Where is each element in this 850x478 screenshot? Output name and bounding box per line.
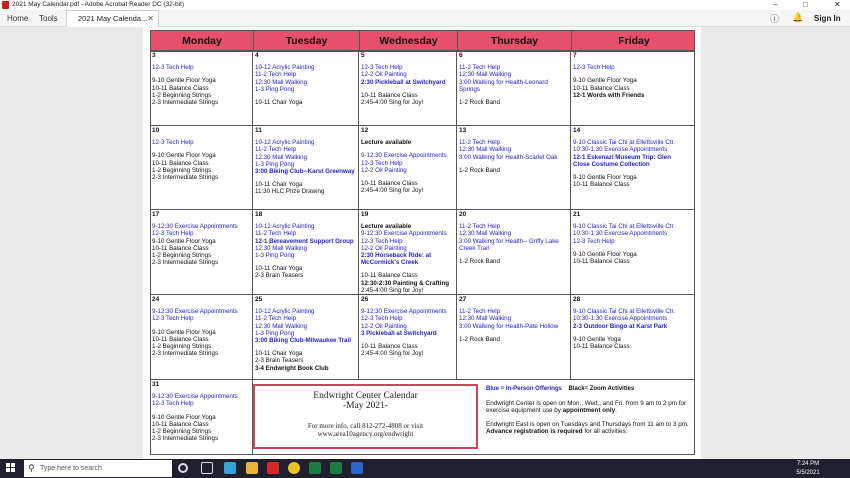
day-header: Monday <box>151 31 254 52</box>
activity-line: 9-12:30 Exercise Appointments <box>152 223 238 231</box>
activity-line: 9-10 Gentle Floor Yoga <box>152 77 216 85</box>
calendar-day-cell <box>150 210 253 295</box>
activity-line: Springs <box>459 85 480 93</box>
activity-line: 2:45-4:00 Sing for Joy! <box>361 187 424 195</box>
activity-line: 10-11 Balance Class <box>361 343 418 351</box>
tools-menu[interactable]: Tools <box>39 14 58 23</box>
day-number: 6 <box>459 52 463 59</box>
activity-line: 3:00 Biking Club--Karst Greenway <box>255 168 355 176</box>
activity-line: 11-2 Tech Help <box>255 315 297 323</box>
acrobat-app-icon <box>2 1 9 9</box>
activity-line: 3:00 Walking for Health-- Griffy Lake <box>459 237 559 245</box>
activity-line: 11-2 Tech Help <box>459 64 501 72</box>
calendar-day-cell <box>253 126 359 210</box>
activity-line: 9-12:30 Exercise Appointments <box>152 308 238 316</box>
activity-line: 12-2 Oil Painting <box>361 71 407 79</box>
calendar-day-cell <box>150 380 253 455</box>
activity-line: 12-3 Tech Help <box>152 400 194 408</box>
activity-line: 12-1 Words with Friends <box>573 91 645 99</box>
activity-line: 9-10 Gentle Floor Yoga <box>152 328 216 336</box>
activity-line: 1-2 Beginning Strings <box>152 428 212 436</box>
activity-line: 9-12:30 Exercise Appointments <box>361 230 447 238</box>
activity-line: 10-11 Chair Yoga <box>255 265 303 273</box>
activity-line: 1-2 Rock Band <box>459 99 500 107</box>
activity-line: 1-3 Ping Pong <box>255 252 295 260</box>
activity-line: 3:00 Walking for Health-Pate Hollow <box>459 322 559 330</box>
calendar-notes <box>486 386 691 442</box>
activity-line: 2:30 Horseback Ride: at <box>361 252 432 260</box>
activity-line: 10-11 Chair Yoga <box>255 350 303 358</box>
activity-line: 12:30 Mall Walking <box>459 146 512 154</box>
activity-line: 2-3 Brain Teasers <box>255 272 304 280</box>
activity-line: 1-2 Beginning Strings <box>152 166 212 174</box>
activity-line: 12-3 Tech Help <box>573 237 615 245</box>
calendar-day-header <box>150 30 695 51</box>
activity-line: 1-2 Beginning Strings <box>152 91 212 99</box>
legend <box>486 386 691 394</box>
day-number: 27 <box>459 296 467 303</box>
activity-line: 10-11 Chair Yoga <box>255 99 303 107</box>
activity-line: 10-11 Balance Class <box>573 343 630 351</box>
activity-line: 2:45-4:00 Sing for Joy! <box>361 286 424 294</box>
activity-line: 9-10 Gentle Floor Yoga <box>152 413 216 421</box>
activity-line: 12-3 Tech Help <box>152 139 194 147</box>
activity-line: 11-2 Tech Help <box>255 146 297 154</box>
activity-line: 9-10 Gentle Floor Yoga <box>573 174 637 182</box>
activity-line: 10-11 Balance Class <box>361 272 418 280</box>
outlook-icon[interactable] <box>351 462 363 474</box>
day-number: 14 <box>573 127 581 134</box>
activity-line: McCormick's Creek <box>361 259 419 267</box>
activity-line: 2-3 Intermediate Strings <box>152 174 219 182</box>
activity-line: 10-11 Balance Class <box>152 244 209 252</box>
activity-line: 12-2 Oil Painting <box>361 322 407 330</box>
minimize-icon[interactable]: – <box>773 0 778 9</box>
activity-line: 9-10 Gentle Floor Yoga <box>573 250 637 258</box>
home-menu[interactable]: Home <box>7 14 29 23</box>
activity-line: 10-12 Acrylic Painting <box>255 308 315 316</box>
sign-in-button[interactable]: Sign In <box>814 14 841 23</box>
activity-line: 12:30 Mall Walking <box>255 322 308 330</box>
activity-line: 10-11 Balance Class <box>152 335 209 343</box>
calendar-day-cell <box>457 126 571 210</box>
excel-icon[interactable] <box>309 462 321 474</box>
calendar-day-cell <box>571 51 695 126</box>
activity-line: 10-11 Balance Class <box>573 84 630 92</box>
activity-line: 12-3 Tech Help <box>361 315 403 323</box>
day-number: 7 <box>573 52 577 59</box>
day-number: 4 <box>255 52 259 59</box>
edge-icon[interactable] <box>224 462 236 474</box>
day-number: 10 <box>152 127 160 134</box>
close-tab-icon[interactable]: ✕ <box>147 14 154 23</box>
calendar-day-cell <box>571 295 695 380</box>
day-header: Thursday <box>458 31 572 52</box>
activity-line: 10-11 Balance Class <box>152 84 209 92</box>
help-icon[interactable]: ⓘ <box>770 14 780 24</box>
activity-line: 12:30 Mall Walking <box>459 230 512 238</box>
activity-line: 2:30 Pickleball at Switchyard <box>361 78 446 86</box>
day-header: Tuesday <box>254 31 360 52</box>
activity-line: 12-1 Bereavement Support Group <box>255 237 354 245</box>
day-header: Friday <box>618 35 650 47</box>
activity-line: 11-2 Tech Help <box>459 308 501 316</box>
activity-line: 1-3 Ping Pong <box>255 85 295 93</box>
activity-line: 2-3 Intermediate Strings <box>152 259 219 267</box>
day-number: 25 <box>255 296 263 303</box>
cortana-icon[interactable] <box>178 463 188 473</box>
activity-line: 9-10 Gentle Floor Yoga <box>573 77 637 85</box>
activity-line: Close Costume Collection <box>573 160 650 168</box>
excel-icon-2[interactable] <box>330 462 342 474</box>
activity-line: 12-3 Tech Help <box>152 315 194 323</box>
activity-line: 2-3 Outdoor Bingo at Karst Park <box>573 322 668 330</box>
activity-line: 12:30 Mall Walking <box>459 315 512 323</box>
day-number: 26 <box>361 296 369 303</box>
day-number: 11 <box>255 127 262 134</box>
activity-line: 9-10 Classic Tai Chi at Ellettsville Ctr. <box>573 139 676 147</box>
chrome-icon[interactable] <box>288 462 300 474</box>
calendar-day-cell <box>150 51 253 126</box>
activity-line: 3:00 Walking for Health-Scarlet Oak <box>459 153 558 161</box>
activity-line: 10-12 Acrylic Painting <box>255 139 315 147</box>
day-number: 18 <box>255 211 263 218</box>
day-header: Wednesday <box>360 31 458 52</box>
clock[interactable] <box>788 460 828 478</box>
activity-line: 9-10 Gentle Yoga <box>573 335 621 343</box>
activity-line: 3-4 Endwright Book Club <box>255 364 329 372</box>
acrobat-taskbar-icon[interactable] <box>267 462 279 474</box>
activity-line: 1-3 Ping Pong <box>255 329 295 337</box>
calendar-day-cell <box>359 295 457 380</box>
bell-icon[interactable]: 🔔 <box>792 12 804 22</box>
day-number: 21 <box>573 211 581 218</box>
activity-line: 9-12:30 Exercise Appointments <box>152 393 238 401</box>
activity-line: 12:30-2:30 Painting & Crafting <box>361 279 450 287</box>
calendar-day-cell <box>253 295 359 380</box>
calendar-day-cell <box>571 210 695 295</box>
close-icon[interactable]: ✕ <box>834 0 841 9</box>
calendar-day-cell <box>150 126 253 210</box>
activity-line: 9-10 Gentle Floor Yoga <box>152 152 216 160</box>
activity-line: 2-3 Intermediate Strings <box>152 435 219 443</box>
legend-black: Black= Zoom Activities <box>568 386 635 392</box>
day-number: 17 <box>152 211 160 218</box>
activity-line: 1-2 Beginning Strings <box>152 343 212 351</box>
calendar-day-cell <box>457 210 571 295</box>
activity-line: 10:30-1:30 Exercise Appointments <box>573 315 668 323</box>
window-title-bar <box>0 0 850 10</box>
activity-line: 11-2 Tech Help <box>255 230 297 238</box>
activity-line: 1-2 Rock Band <box>459 166 500 174</box>
activity-line: 9-10 Classic Tai Chi at Ellettsville Ctr. <box>573 223 676 231</box>
activity-line: 2:45-4:00 Sing for Joy! <box>361 99 424 107</box>
activity-line: 12:30 Mall Walking <box>255 244 308 252</box>
day-number: 13 <box>459 127 467 134</box>
calendar-day-cell <box>457 51 571 126</box>
window-title: 2021 May Calendar.pdf - Adobe Acrobat Reader DC (32-bit) <box>12 1 184 8</box>
activity-line: 12-3 Tech Help <box>361 159 403 167</box>
activity-line: Creek Trail <box>459 244 489 252</box>
activity-line: 2:45-4:00 Sing for Joy! <box>361 350 424 358</box>
legend-blue: Blue = In-Person Offerings <box>486 386 562 392</box>
day-number: 3 <box>152 52 156 59</box>
activity-line: 9-12:30 Exercise Appointments <box>361 152 447 160</box>
activity-line: 12:30 Mall Walking <box>459 71 512 79</box>
calendar-day-cell <box>359 126 457 210</box>
activity-line: 2-3 Intermediate Strings <box>152 99 219 107</box>
calendar-day-cell <box>359 210 457 295</box>
file-explorer-icon[interactable] <box>246 462 258 474</box>
activity-line: 10:30-1:30 Exercise Appointments <box>573 230 668 238</box>
activity-line: 11:30 HLC Prize Drawing <box>255 188 325 196</box>
note-endwright-east: Endwright East is open on Tuesdays and Thursdays from 11 am to 3 pm. Advance registration is required for all activities. <box>486 420 689 436</box>
activity-line: 12:30 Mall Walking <box>255 78 308 86</box>
activity-line: 3:00 Walking for Health-Leonard <box>459 78 548 86</box>
day-number: 28 <box>573 296 581 303</box>
activity-line: 10-11 Chair Yoga <box>255 181 303 189</box>
activity-line: 3:00 Biking Club-Milwaukee Trail <box>255 337 351 345</box>
day-number: 24 <box>152 296 160 303</box>
activity-line: 12-3 Tech Help <box>152 64 194 72</box>
info-title: Endwright Center Calendar <box>313 391 418 401</box>
day-number: 19 <box>361 211 369 218</box>
activity-line: 10:30-1:30 Exercise Appointments <box>573 146 668 154</box>
activity-line: 9-12:30 Exercise Appointments <box>361 308 447 316</box>
activity-line: 10-12 Acrylic Painting <box>255 64 315 72</box>
activity-line: 2-3 Brain Teasers <box>255 357 304 365</box>
activity-line: 10-11 Balance Class <box>361 91 418 99</box>
calendar-day-cell <box>253 210 359 295</box>
calendar-day-cell <box>359 51 457 126</box>
activity-line: 12-2 Oil Painting <box>361 244 407 252</box>
activity-line: 9-10 Gentle Floor Yoga <box>152 237 216 245</box>
clock-date: 5/5/2021 <box>796 470 820 476</box>
activity-line: 12-3 Tech Help <box>361 64 403 72</box>
day-number: 31 <box>152 381 160 388</box>
note-endwright-center: Endwright Center is open on Mon., Wed., and Fri. from 9 am to 2 pm for exercise equipment use by appointment only. <box>486 399 687 415</box>
activity-line: 12-2 Oil Painting <box>361 166 407 174</box>
day-number: 12 <box>361 127 369 134</box>
search-placeholder: Type here to search <box>40 465 102 472</box>
activity-line: 1-2 Rock Band <box>459 335 500 343</box>
activity-line: Lecture available <box>361 139 412 147</box>
activity-line: 10-12 Acrylic Painting <box>255 223 315 231</box>
calendar-day-cell <box>150 295 253 380</box>
windows-taskbar <box>0 459 850 478</box>
activity-line: 9-10 Classic Tai Chi at Ellettsville Ctr. <box>573 308 676 316</box>
calendar-day-cell <box>253 51 359 126</box>
activity-line: 12:30 Mall Walking <box>255 153 308 161</box>
activity-line: 2-3 Intermediate Strings <box>152 350 219 358</box>
info-contact: For more info, call 812-272-4808 or visit <box>307 422 424 430</box>
activity-line: 12-1 Eskenazi Museum Trip: Glen <box>573 153 671 161</box>
activity-line: 1-3 Ping Pong <box>255 160 295 168</box>
maximize-icon[interactable]: □ <box>803 0 808 9</box>
center-info-box <box>253 384 478 449</box>
activity-line: 10-11 Balance Class <box>361 180 418 188</box>
document-tab-label: 2021 May Calenda... <box>78 14 148 23</box>
clock-time: 7:24 PM <box>796 461 820 467</box>
activity-line: Lecture available <box>361 223 412 231</box>
activity-line: 3 Pickleball at Switchyard <box>361 329 437 337</box>
activity-line: 12-3 Tech Help <box>361 237 403 245</box>
search-icon: ⚲ <box>28 463 35 473</box>
document-tab[interactable] <box>66 10 159 27</box>
activity-line: 10-11 Balance Class <box>152 420 209 428</box>
activity-line: 10-11 Balance Class <box>573 181 630 189</box>
calendar-day-cell <box>571 126 695 210</box>
taskbar-search-box[interactable] <box>24 460 172 477</box>
activity-line: 1-2 Rock Band <box>459 258 500 266</box>
task-view-icon[interactable] <box>201 462 213 474</box>
activity-line: 10-11 Balance Class <box>152 159 209 167</box>
calendar-day-cell <box>457 295 571 380</box>
info-url[interactable]: www.area10agency.org/endwright <box>317 430 414 438</box>
activity-line: 11-2 Tech Help <box>459 139 501 147</box>
day-number: 20 <box>459 211 467 218</box>
activity-line: 1-2 Beginning Strings <box>152 252 212 260</box>
activity-line: 12-3 Tech Help <box>573 64 615 72</box>
activity-line: 11-2 Tech Help <box>255 71 297 79</box>
info-subtitle: -May 2021- <box>342 401 389 411</box>
activity-line: 10-11 Balance Class <box>573 258 630 266</box>
activity-line: 12-3 Tech Help <box>152 230 194 238</box>
windows-start-icon[interactable] <box>6 463 16 473</box>
activity-line: 11-2 Tech Help <box>459 223 501 231</box>
day-number: 5 <box>361 52 365 59</box>
